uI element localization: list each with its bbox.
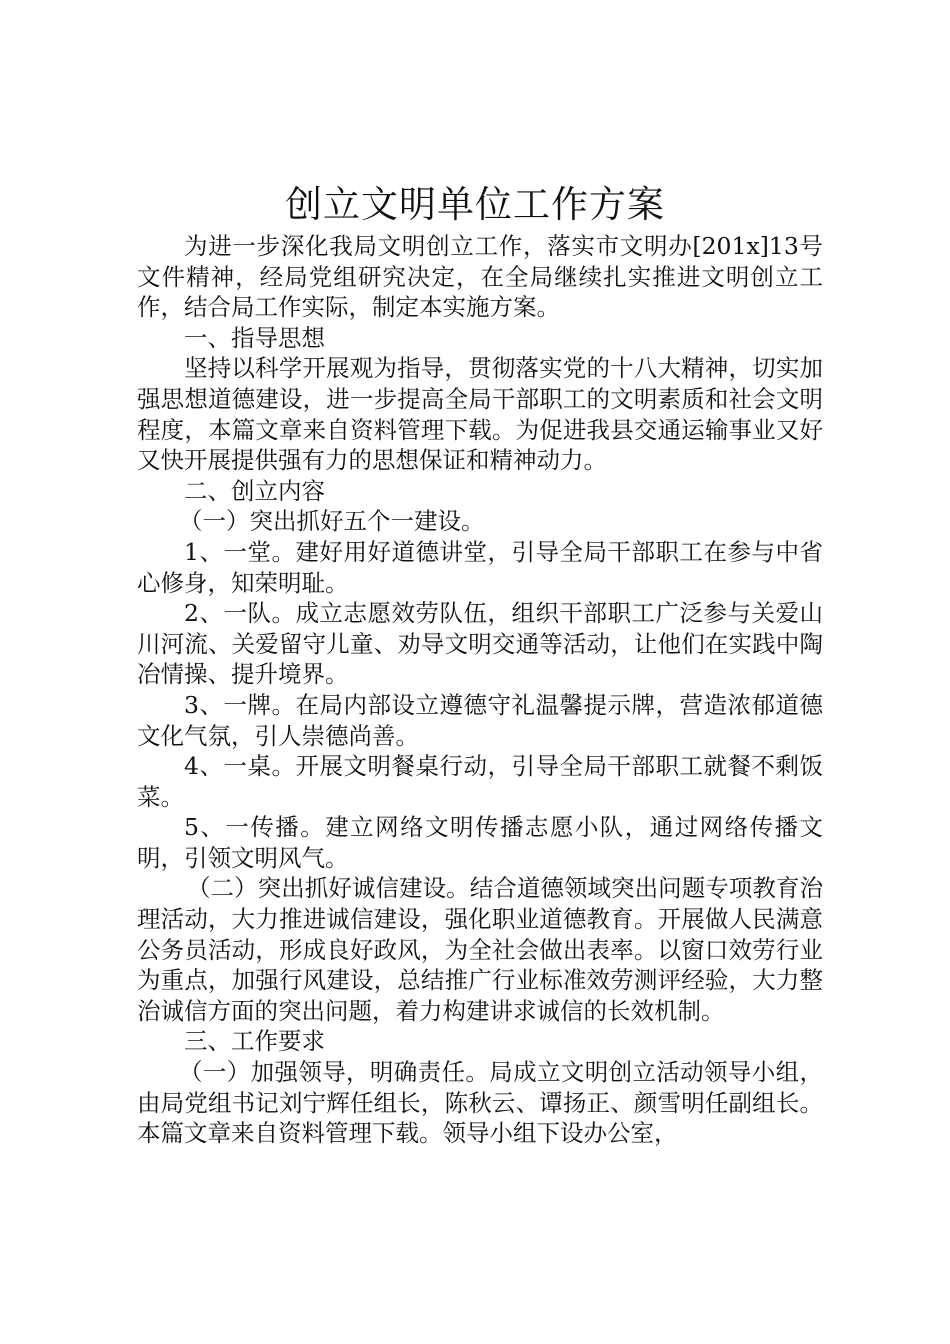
integrity-paragraph: （二）突出抓好诚信建设。结合道德领域突出问题专项教育治理活动，大力推进诚信建设，强化职业道德教育。开展做人民满意公务员活动，形成良好政风，为全社会做出表率。以窗口效劳行业为重点，加强行风建设，总结推广行业标准效劳测评经验，大力整治诚信方面的突出问题，着力构建讲求诚信的长效机制。 [137, 874, 823, 1025]
section-heading-content: 二、创立内容 [184, 476, 325, 505]
list-item-one-table: 4、一桌。开展文明餐桌行动，引导全局干部职工就餐不剩饭菜。 [137, 752, 823, 811]
list-item-one-sign: 3、一牌。在局内部设立遵德守礼温馨提示牌，营造浓郁道德文化气氛，引人崇德尚善。 [137, 690, 823, 750]
list-item-one-team: 2、一队。成立志愿效劳队伍，组织干部职工广泛参与关爱山川河流、关爱留守儿童、劝导文明交通等活动，让他们在实践中陶冶情操、提升境界。 [137, 599, 823, 689]
guiding-ideology-paragraph: 坚持以科学开展观为指导，贯彻落实党的十八大精神，切实加强思想道德建设，进一步提高全局干部职工的文明素质和社会文明程度，本篇文章来自资料管理下载。为促进我县交通运输事业又好又快开展提供强有力的思想保证和精神动力。 [137, 354, 823, 475]
subsection-heading-five-builds: （一）突出抓好五个一建设。 [179, 507, 485, 536]
document-body [137, 231, 823, 1149]
intro-paragraph: 为进一步深化我局文明创立工作，落实市文明办[201x]13号文件精神，经局党组研究决定，在全局继续扎实推进文明创立工作，结合局工作实际，制定本实施方案。 [137, 232, 823, 322]
leadership-paragraph: （一）加强领导，明确责任。局成立文明创立活动领导小组，由局党组书记刘宁辉任组长，陈秋云、谭扬正、颜雪明任副组长。本篇文章来自资料管理下载。领导小组下设办公室， [137, 1058, 823, 1148]
list-item-one-broadcast: 5、一传播。建立网络文明传播志愿小队，通过网络传播文明，引领文明风气。 [137, 813, 823, 872]
section-heading-requirements: 三、工作要求 [184, 1027, 325, 1056]
document-title: 创立文明单位工作方案 [285, 183, 665, 226]
list-item-one-hall: 1、一堂。建好用好道德讲堂，引导全局干部职工在参与中省心修身，知荣明耻。 [137, 537, 823, 597]
section-heading-guiding-ideology: 一、指导思想 [184, 323, 325, 352]
